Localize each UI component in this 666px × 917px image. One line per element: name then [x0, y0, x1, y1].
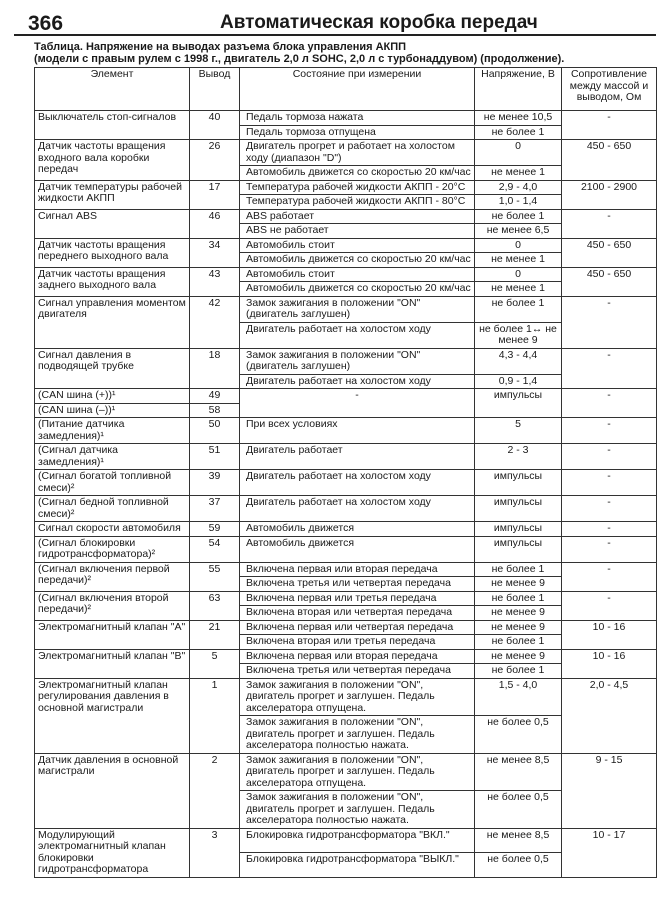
element-cell: Сигнал ABS [35, 209, 190, 238]
resistance-cell: 450 - 650 [562, 267, 657, 296]
condition-cell: Замок зажигания в положении "ON" (двигатель заглушен) [240, 296, 475, 322]
pin-cell: 40 [190, 111, 240, 140]
element-cell: Датчик давления в основной магистрали [35, 753, 190, 828]
voltage-cell: 4,3 - 4,4 [475, 348, 562, 374]
element-cell: Выключатель стоп-сигналов [35, 111, 190, 140]
table-row [35, 180, 657, 195]
caption-line-1: Таблица. Напряжение на выводах разъема блока управления АКПП [34, 41, 407, 53]
voltage-cell: 2,9 - 4,0 [475, 180, 562, 195]
table-row [35, 238, 657, 253]
page-number: 366 [28, 12, 64, 35]
condition-cell: Автомобиль стоит [240, 238, 475, 253]
element-cell: Сигнал скорости автомобиля [35, 522, 190, 537]
table-row [35, 418, 657, 444]
element-cell: Сигнал давления в подводящей трубке [35, 348, 190, 389]
header-resistance: Сопротивление между массой и выводом, Ом [562, 68, 657, 111]
condition-cell: Включена вторая или третья передача [240, 635, 475, 650]
condition-cell: Двигатель работает на холостом ходу [240, 470, 475, 496]
pin-cell: 46 [190, 209, 240, 238]
condition-cell: Автомобиль движется [240, 536, 475, 562]
header-condition: Состояние при измерении [240, 68, 475, 111]
voltage-cell: импульсы [475, 536, 562, 562]
resistance-cell: - [562, 389, 657, 418]
voltage-cell: не более 1 [475, 591, 562, 606]
resistance-cell: 450 - 650 [562, 238, 657, 267]
pin-cell: 50 [190, 418, 240, 444]
condition-cell: Педаль тормоза нажата [240, 111, 475, 126]
resistance-cell: - [562, 296, 657, 348]
voltage-cell: импульсы [475, 522, 562, 537]
pin-cell: 58 [190, 403, 240, 418]
resistance-cell: 2,0 - 4,5 [562, 678, 657, 753]
element-cell: (Питание датчика замедления)¹ [35, 418, 190, 444]
table-row [35, 496, 657, 522]
condition-cell: Включена первая или вторая передача [240, 562, 475, 577]
voltage-cell: не более 1 [475, 635, 562, 650]
table-row [35, 348, 657, 374]
voltage-cell: не более 0,5 [475, 853, 562, 878]
resistance-cell: - [562, 522, 657, 537]
voltage-cell: не менее 9 [475, 620, 562, 635]
table-row [35, 111, 657, 126]
resistance-cell: - [562, 111, 657, 140]
resistance-cell: 9 - 15 [562, 753, 657, 828]
condition-cell: ABS не работает [240, 224, 475, 239]
caption-line-2: (модели с правым рулем с 1998 г., двигатель 2,0 л SOHC, 2,0 л с турбонаддувом) (продолжение). [34, 53, 565, 65]
table-row [35, 649, 657, 664]
table-row [35, 678, 657, 716]
element-cell: (Сигнал бедной топливной смеси)² [35, 496, 190, 522]
element-cell: Модулирующий электромагнитный клапан блокировки гидротрансформатора [35, 828, 190, 877]
condition-cell: Включена третья или четвертая передача [240, 664, 475, 679]
pin-cell: 26 [190, 140, 240, 181]
table-row [35, 562, 657, 577]
condition-cell: Включена первая или вторая передача [240, 649, 475, 664]
pin-cell: 49 [190, 389, 240, 404]
condition-cell: Двигатель прогрет и работает на холостом ходу (диапазон "D") [240, 140, 475, 166]
condition-cell: Двигатель работает [240, 444, 475, 470]
condition-cell: При всех условиях [240, 418, 475, 444]
voltage-cell: не менее 1 [475, 166, 562, 181]
resistance-cell: - [562, 496, 657, 522]
voltage-cell: 0 [475, 140, 562, 166]
pin-cell: 51 [190, 444, 240, 470]
voltage-cell: импульсы [475, 470, 562, 496]
page-header [14, 10, 656, 36]
header-voltage: Напряжение, В [475, 68, 562, 111]
pin-cell: 39 [190, 470, 240, 496]
condition-cell: Включена вторая или четвертая передача [240, 606, 475, 621]
voltage-cell: 0,9 - 1,4 [475, 374, 562, 389]
resistance-cell: 10 - 17 [562, 828, 657, 877]
pin-cell: 2 [190, 753, 240, 828]
pin-cell: 37 [190, 496, 240, 522]
voltage-cell: импульсы [475, 496, 562, 522]
element-cell: (CAN шина (–))¹ [35, 403, 190, 418]
condition-cell: Автомобиль стоит [240, 267, 475, 282]
table-row [35, 470, 657, 496]
element-cell: (Сигнал включения первой передачи)² [35, 562, 190, 591]
element-cell: Сигнал управления моментом двигателя [35, 296, 190, 348]
table-row [35, 536, 657, 562]
pin-cell: 55 [190, 562, 240, 591]
voltage-cell: не менее 9 [475, 606, 562, 621]
voltage-cell: не более 1 [475, 296, 562, 322]
condition-cell: Блокировка гидротрансформатора "ВКЛ." [240, 828, 475, 853]
resistance-cell: 10 - 16 [562, 649, 657, 678]
voltage-cell: не более 1 [475, 125, 562, 140]
voltage-cell: не более 1 [475, 562, 562, 577]
voltage-cell: не менее 9 [475, 649, 562, 664]
condition-cell: Замок зажигания в положении "ON", двигатель прогрет и заглушен. Педаль акселератора полностью нажата. [240, 791, 475, 829]
condition-cell: Автомобиль движется со скоростью 20 км/час [240, 282, 475, 297]
voltage-table [34, 67, 657, 878]
condition-cell: Включена третья или четвертая передача [240, 577, 475, 592]
resistance-cell: - [562, 591, 657, 620]
table-row [35, 140, 657, 166]
element-cell: (CAN шина (+))¹ [35, 389, 190, 404]
pin-cell: 43 [190, 267, 240, 296]
condition-cell: Включена первая или третья передача [240, 591, 475, 606]
resistance-cell: - [562, 562, 657, 591]
pin-cell: 5 [190, 649, 240, 678]
table-caption [34, 41, 654, 65]
voltage-cell: не менее 1 [475, 253, 562, 268]
voltage-cell: 2 - 3 [475, 444, 562, 470]
table-row [35, 828, 657, 853]
element-cell: Электромагнитный клапан регулирования давления в основной магистрали [35, 678, 190, 753]
voltage-cell: 5 [475, 418, 562, 444]
voltage-cell: не более 0,5 [475, 791, 562, 829]
element-cell: Электромагнитный клапан "B" [35, 649, 190, 678]
condition-cell: Автомобиль движется со скоростью 20 км/час [240, 253, 475, 268]
voltage-cell: не менее 8,5 [475, 828, 562, 853]
pin-cell: 21 [190, 620, 240, 649]
voltage-cell: не более 1 [475, 664, 562, 679]
resistance-cell: - [562, 348, 657, 389]
element-cell: Датчик температуры рабочей жидкости АКПП [35, 180, 190, 209]
condition-cell: Автомобиль движется со скоростью 20 км/час [240, 166, 475, 181]
voltage-cell: 0 [475, 267, 562, 282]
condition-cell: Двигатель работает на холостом ходу [240, 322, 475, 348]
table-row [35, 591, 657, 606]
element-cell: (Сигнал блокировки гидротрансформатора)² [35, 536, 190, 562]
table-row [35, 444, 657, 470]
voltage-cell: не более 0,5 [475, 716, 562, 754]
pin-cell: 17 [190, 180, 240, 209]
table-header-row [35, 68, 657, 111]
resistance-cell: - [562, 209, 657, 238]
pin-cell: 18 [190, 348, 240, 389]
element-cell: Датчик частоты вращения входного вала коробки передач [35, 140, 190, 181]
element-cell: Электромагнитный клапан "A" [35, 620, 190, 649]
voltage-cell: 1,0 - 1,4 [475, 195, 562, 210]
pin-cell: 59 [190, 522, 240, 537]
condition-cell: Педаль тормоза отпущена [240, 125, 475, 140]
condition-cell: Замок зажигания в положении "ON", двигатель прогрет и заглушен. Педаль акселератора полностью нажата. [240, 716, 475, 754]
pin-cell: 3 [190, 828, 240, 877]
header-pin: Вывод [190, 68, 240, 111]
resistance-cell: 450 - 650 [562, 140, 657, 181]
condition-cell: Автомобиль движется [240, 522, 475, 537]
table-row [35, 389, 657, 404]
voltage-cell: не менее 8,5 [475, 753, 562, 791]
resistance-cell: 10 - 16 [562, 620, 657, 649]
element-cell: (Сигнал богатой топливной смеси)² [35, 470, 190, 496]
resistance-cell: - [562, 470, 657, 496]
condition-cell: Замок зажигания в положении "ON" (двигатель заглушен) [240, 348, 475, 374]
header-element: Элемент [35, 68, 190, 111]
condition-cell: Двигатель работает на холостом ходу [240, 374, 475, 389]
condition-cell: Блокировка гидротрансформатора "ВЫКЛ." [240, 853, 475, 878]
voltage-cell: 0 [475, 238, 562, 253]
element-cell: Датчик частоты вращения переднего выходного вала [35, 238, 190, 267]
resistance-cell: 2100 - 2900 [562, 180, 657, 209]
condition-cell: ABS работает [240, 209, 475, 224]
table-body [35, 111, 657, 878]
table-row [35, 267, 657, 282]
table-row [35, 522, 657, 537]
table-row [35, 209, 657, 224]
pin-cell: 42 [190, 296, 240, 348]
condition-cell: Замок зажигания в положении "ON", двигатель прогрет и заглушен. Педаль акселератора отпущена. [240, 678, 475, 716]
voltage-cell: 1,5 - 4,0 [475, 678, 562, 716]
table-row [35, 753, 657, 791]
element-cell: (Сигнал включения второй передачи)² [35, 591, 190, 620]
voltage-cell: импульсы [475, 389, 562, 418]
voltage-cell: не менее 9 [475, 577, 562, 592]
voltage-cell: не более 1↔ не менее 9 [475, 322, 562, 348]
table-row [35, 296, 657, 322]
voltage-cell: не менее 1 [475, 282, 562, 297]
voltage-cell: не более 1 [475, 209, 562, 224]
resistance-cell: - [562, 536, 657, 562]
pin-cell: 34 [190, 238, 240, 267]
condition-cell: Двигатель работает на холостом ходу [240, 496, 475, 522]
table-row [35, 620, 657, 635]
pin-cell: 1 [190, 678, 240, 753]
voltage-cell: не менее 6,5 [475, 224, 562, 239]
resistance-cell: - [562, 418, 657, 444]
condition-cell: Температура рабочей жидкости АКПП - 80°C [240, 195, 475, 210]
pin-cell: 63 [190, 591, 240, 620]
condition-cell: Включена первая или четвертая передача [240, 620, 475, 635]
condition-cell: Температура рабочей жидкости АКПП - 20°C [240, 180, 475, 195]
element-cell: (Сигнал датчика замедления)¹ [35, 444, 190, 470]
condition-cell: Замок зажигания в положении "ON", двигатель прогрет и заглушен. Педаль акселератора отпущена. [240, 753, 475, 791]
element-cell: Датчик частоты вращения заднего выходного вала [35, 267, 190, 296]
page-title: Автоматическая коробка передач [220, 12, 538, 33]
pin-cell: 54 [190, 536, 240, 562]
voltage-cell: не менее 10,5 [475, 111, 562, 126]
resistance-cell: - [562, 444, 657, 470]
condition-cell: - [240, 389, 475, 418]
